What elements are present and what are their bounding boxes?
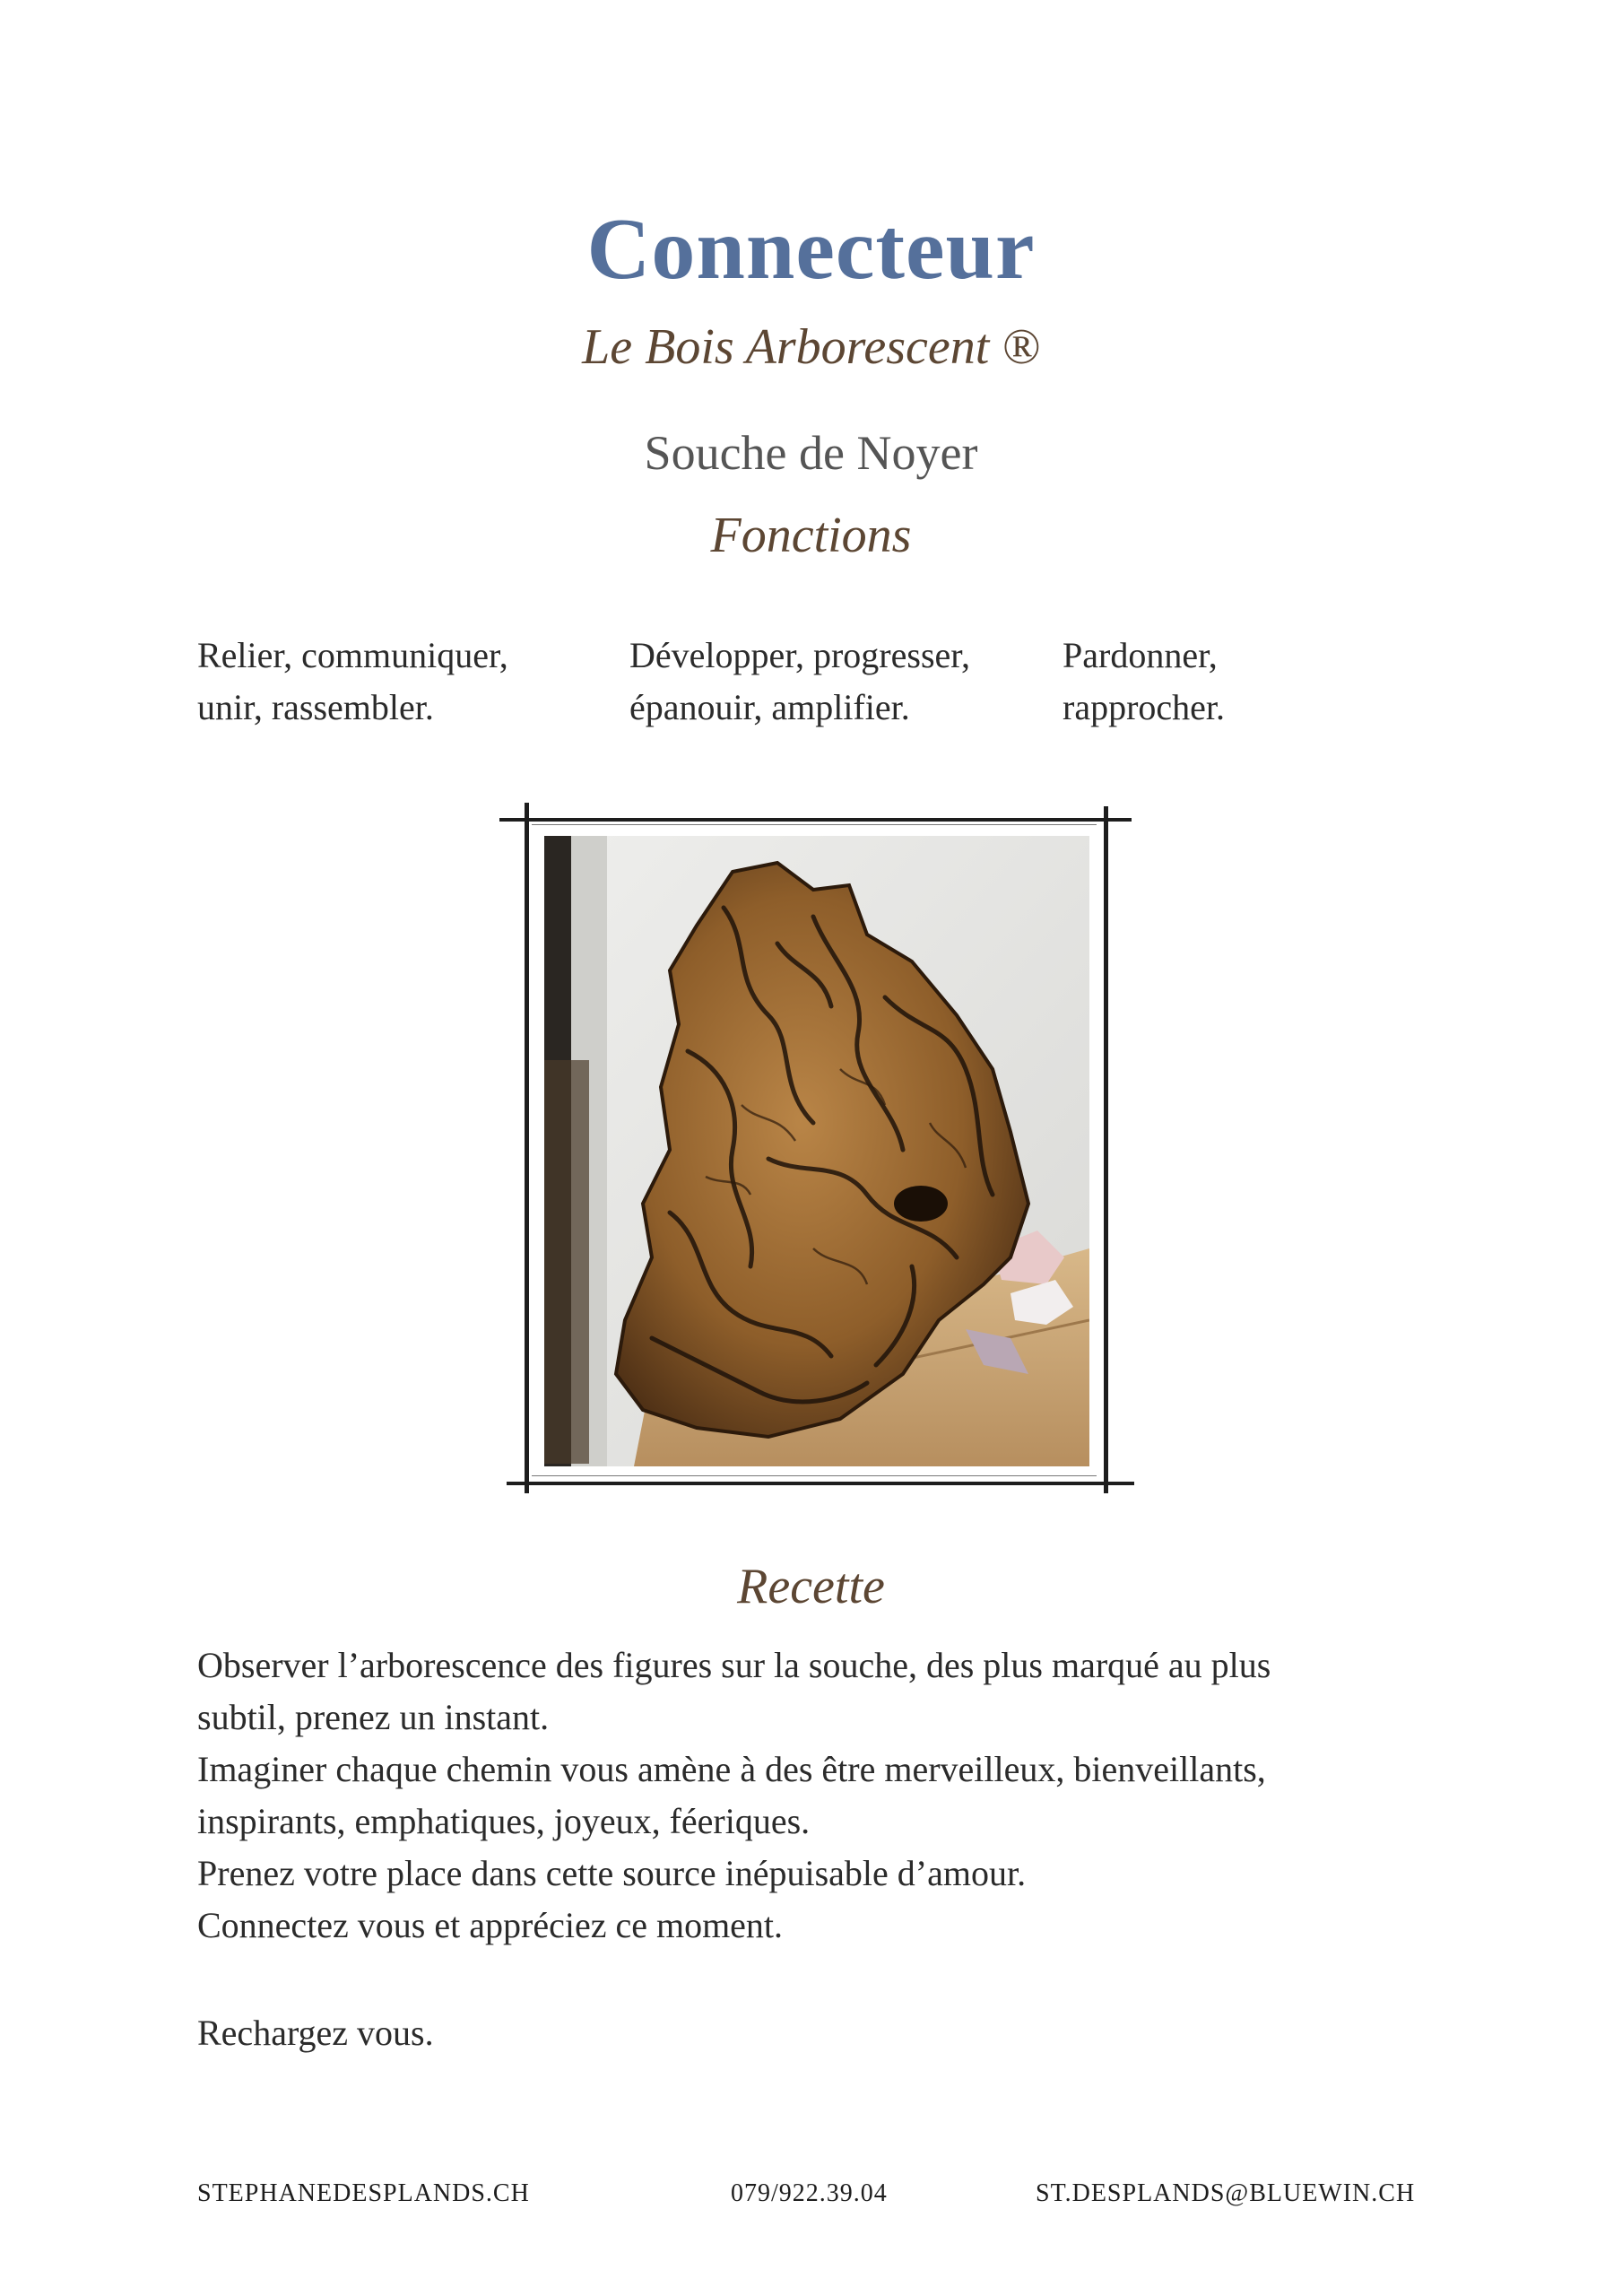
walnut-stump-illustration (544, 836, 1089, 1466)
recipe-line: Connectez vous et appréciez ce moment. (197, 1905, 784, 1945)
species-label: Souche de Noyer (644, 426, 978, 480)
recipe-line: Observer l’arborescence des figures sur la souche, des plus marqué au plus (197, 1645, 1271, 1685)
recipe-line: Prenez votre place dans cette source inépuisable d’amour. (197, 1853, 1027, 1893)
footer-phone: 079/922.39.04 (731, 2179, 888, 2207)
function-line: rapprocher. (1063, 687, 1226, 727)
footer-website: STEPHANEDESPLANDS.CH (197, 2179, 530, 2207)
function-line: Développer, progresser, (629, 635, 970, 675)
function-column-2 (629, 630, 970, 734)
footer-email: ST.DESPLANDS@BLUEWIN.CH (1036, 2179, 1416, 2207)
recipe-heading: Recette (737, 1559, 885, 1614)
walnut-stump-photo (544, 836, 1089, 1466)
page-subtitle: Le Bois Arborescent ® (582, 319, 1040, 375)
function-column-3 (1063, 630, 1225, 734)
page-title: Connecteur (586, 201, 1036, 298)
function-line: épanouir, amplifier. (629, 687, 910, 727)
functions-heading: Fonctions (710, 508, 912, 563)
photo-frame (525, 812, 1107, 1484)
frame-line (1104, 806, 1108, 1493)
frame-line (499, 818, 1132, 822)
recipe-line: Imaginer chaque chemin vous amène à des être merveilleux, bienveillants, (197, 1749, 1266, 1789)
recipe-line: inspirants, emphatiques, joyeux, féeriques. (197, 1801, 811, 1841)
frame-line (532, 824, 1097, 825)
frame-line (532, 1475, 1097, 1476)
function-line: Pardonner, (1063, 635, 1218, 675)
frame-line (525, 803, 529, 1493)
recipe-line: subtil, prenez un instant. (197, 1697, 550, 1737)
frame-line (507, 1482, 1134, 1485)
function-line: Relier, communiquer, (197, 635, 508, 675)
function-line: unir, rassembler. (197, 687, 434, 727)
recipe-body (197, 1639, 1435, 1952)
function-column-1 (197, 630, 508, 734)
recipe-closing: Rechargez vous. (197, 2013, 434, 2053)
